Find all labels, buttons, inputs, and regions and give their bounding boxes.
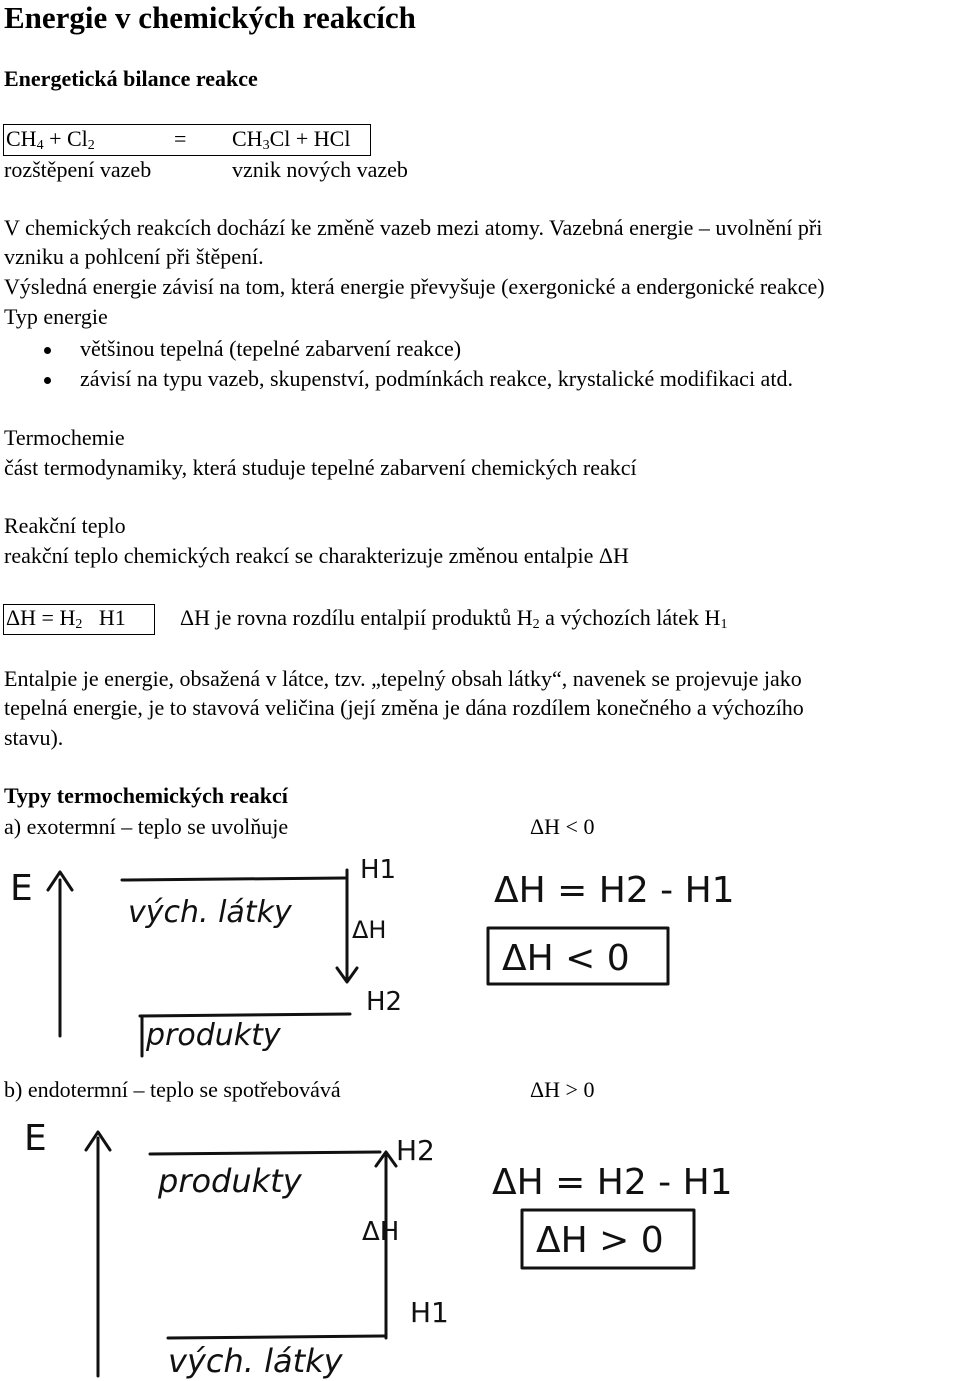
product-level-line xyxy=(150,1152,380,1154)
page-title: Energie v chemických reakcích xyxy=(4,0,416,35)
equation-right: $CH_3Cl$ + HCl xyxy=(232,126,351,153)
sketch-result: ΔH > 0 xyxy=(536,1220,664,1261)
label-bond-cleavage: rozštěpení vazeb xyxy=(4,157,152,182)
termochemie-heading: Termochemie xyxy=(4,425,125,450)
energy-axis-label: E xyxy=(10,868,33,909)
paragraph-line: vzniku a pohlcení při štěpení. xyxy=(4,244,264,269)
delta-h-label: ΔH xyxy=(362,1217,400,1247)
reactant-label: vých. látky xyxy=(168,1342,343,1380)
reactant-level-line xyxy=(168,1336,386,1338)
bullet-dot xyxy=(44,377,51,384)
product-label: produkty xyxy=(146,1018,281,1053)
entalpie-line: tepelná energie, je to stavová veličina (její změna je dána rozdílem konečného a výchozího xyxy=(4,695,804,720)
entalpie-line: stavu). xyxy=(4,725,64,750)
paragraph-line: Výsledná energie závisí na tom, která energie převyšuje (exergonické a endergonické reakce) xyxy=(4,274,825,299)
label-bond-formation: vznik nových vazeb xyxy=(232,157,408,182)
typy-heading: Typy termochemických reakcí xyxy=(4,783,288,808)
reakcni-teplo-heading: Reakční teplo xyxy=(4,513,126,538)
product-level-line xyxy=(140,1014,350,1016)
formula-boxed: $\Delta H = H_2$ H1 xyxy=(6,605,126,632)
exo-label: a) exotermní – teplo se uvolňuje xyxy=(4,814,289,839)
termochemie-text: část termodynamiky, která studuje tepelné zabarvení chemických reakcí xyxy=(4,455,637,480)
top-level-label: H2 xyxy=(396,1134,435,1167)
top-level-label: H1 xyxy=(360,855,397,885)
energy-axis-label: E xyxy=(24,1118,47,1159)
endo-sign: ΔH > 0 xyxy=(530,1077,595,1102)
sketch-formula: ΔH = H2 - H1 xyxy=(492,1162,733,1203)
sketch-formula: ΔH = H2 - H1 xyxy=(494,870,735,911)
endo-sketch xyxy=(0,1110,960,1381)
bullet-item: většinou tepelná (tepelné zabarvení reakce) xyxy=(80,336,462,361)
product-label: produkty xyxy=(158,1162,302,1200)
reactant-level-line xyxy=(122,878,345,880)
delta-h-label: ΔH xyxy=(352,916,387,944)
exo-sign: ΔH < 0 xyxy=(530,814,595,839)
bullet-item: závisí na typu vazeb, skupenství, podmínkách reakce, krystalické modifikaci atd. xyxy=(80,366,793,391)
bottom-level-label: H1 xyxy=(410,1296,449,1329)
exo-sketch xyxy=(0,840,960,1070)
balance-heading: Energetická bilance reakce xyxy=(4,66,258,91)
paragraph-line: Typ energie xyxy=(4,304,108,329)
bottom-level-label: H2 xyxy=(366,987,403,1017)
reakcni-teplo-text: reakční teplo chemických reakcí se charakterizuje změnou entalpie ΔH xyxy=(4,543,629,568)
bullet-dot xyxy=(44,347,51,354)
paragraph-line: V chemických reakcích dochází ke změně vazeb mezi atomy. Vazebná energie – uvolnění při xyxy=(4,215,823,240)
endo-label: b) endotermní – teplo se spotřebovává xyxy=(4,1077,341,1102)
equation-left: $CH_4 + Cl_2$ xyxy=(6,126,95,153)
equation-equals: = xyxy=(174,126,187,151)
sketch-result: ΔH < 0 xyxy=(502,938,630,979)
entalpie-line: Entalpie je energie, obsažená v látce, tzv. „tepelný obsah látky“, navenek se projevuje jako xyxy=(4,666,802,691)
reactant-label: vých. látky xyxy=(128,895,292,930)
formula-explanation: ΔH je rovna rozdílu entalpií produktů $H_2$ a výchozích látek $H_1$ xyxy=(180,605,728,632)
